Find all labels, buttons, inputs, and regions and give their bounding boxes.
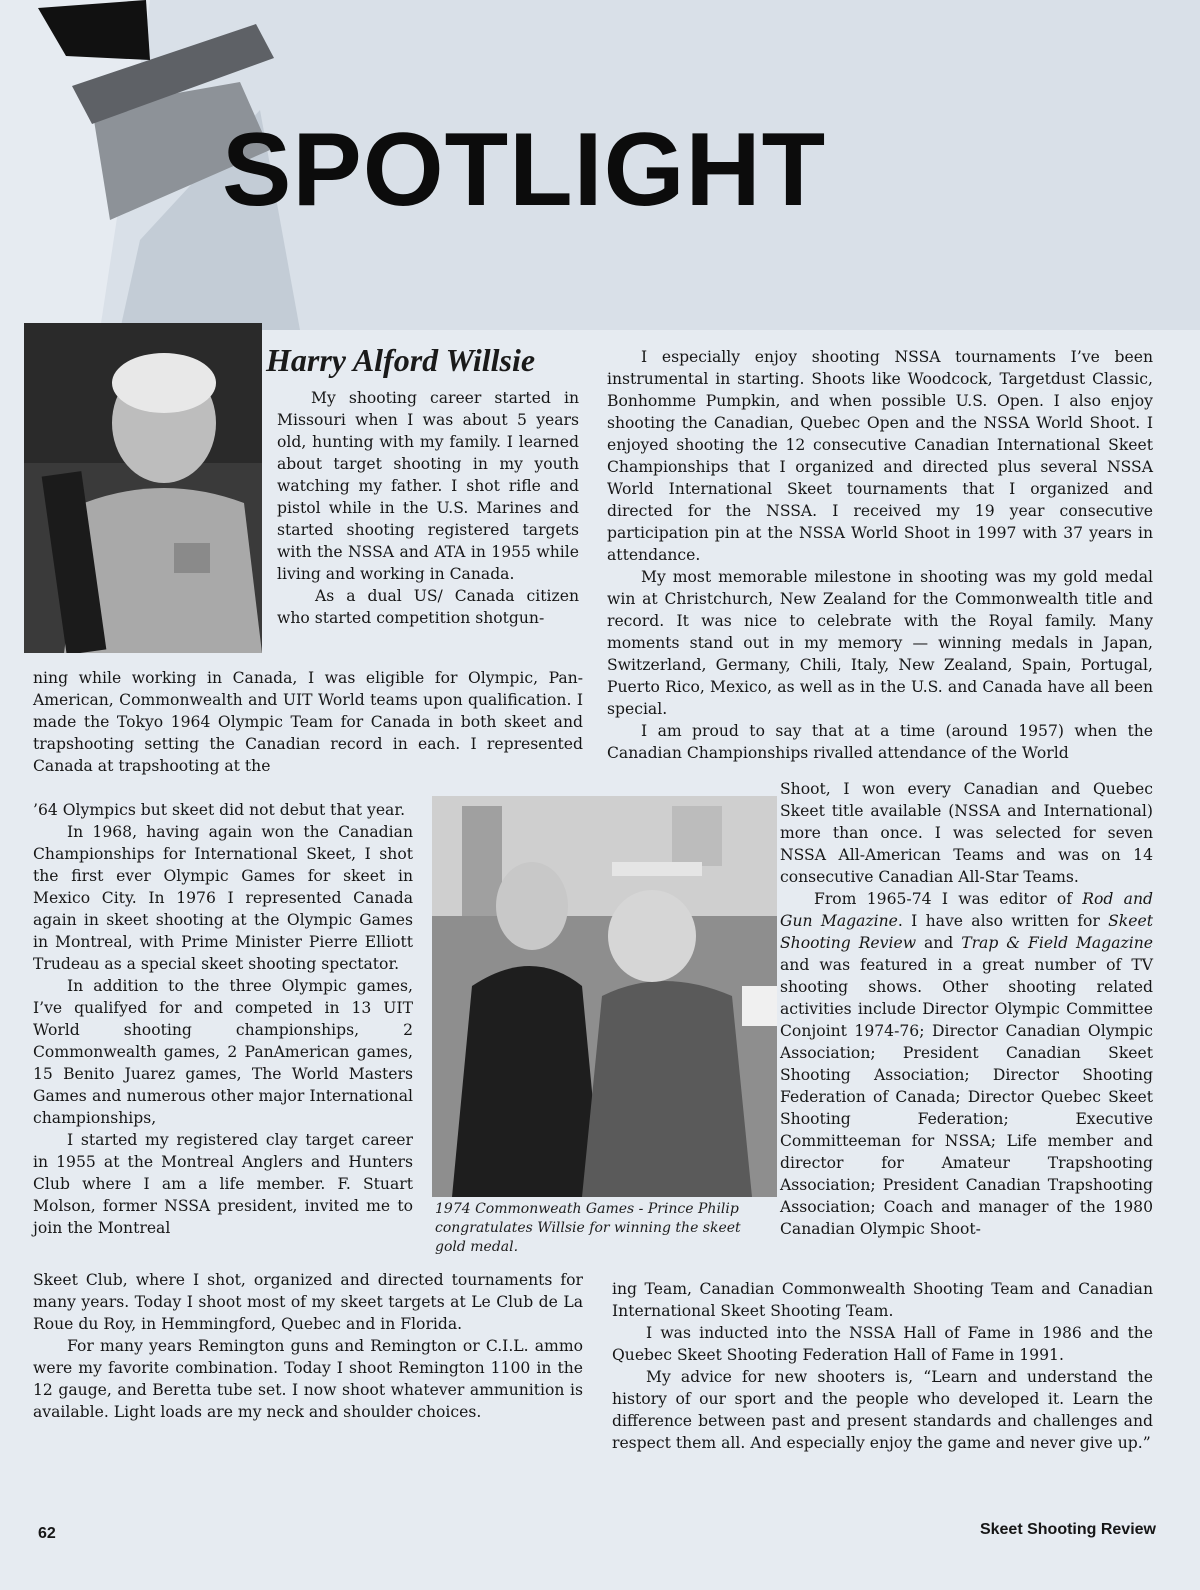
page-title: SPOTLIGHT	[222, 112, 827, 228]
paragraph-clay-end: Skeet Club, where I shot, organized and directed tournaments for many years. Today I shoot most of my skeet targets at Le Club de La Roue du Roy, in Hemmingford, Quebec and in Florida.	[33, 1271, 583, 1333]
photo-caption: 1974 Commonweath Games - Prince Philip congratulates Willsie for winning the skeet gold medal.	[435, 1201, 741, 1255]
right-narrow-block	[780, 778, 1153, 1240]
editor-text-b: . I have also written for	[897, 912, 1109, 930]
editor-text-a: From 1965-74 I was editor of	[814, 890, 1083, 908]
dual-citizen-paragraph: ning while working in Canada, I was eligible for Olympic, Pan-American, Commonwealth and UIT World teams upon qualification. I made the Tokyo 1964 Olympic Team for Canada in both skeet and trapshooting setting the Canadian record in each. I represented Canada at trapshooting at the	[33, 669, 583, 775]
left-wide-block	[33, 1269, 583, 1423]
portrait-photo	[24, 323, 262, 653]
paragraph-enjoy: I especially enjoy shooting NSSA tournaments I’ve been instrumental in starting. Shoots like Woodcock, Targetdust Classic, Bonhomme Pumpkin, and when possible U.S. Open. I also enjoy shooting the Canadian, Quebec Open and the NSSA World Shoot. I enjoyed shooting the 12 consecutive Canadian International Skeet Championships that I organized and directed plus several NSSA World International Skeet tournaments that I organized and directed for the NSSA. I received my 19 year consecutive participation pin at the NSSA World Shoot in 1997 with 37 years in attendance.	[607, 348, 1153, 564]
editor-text-c: and	[916, 934, 962, 952]
magazine-name: Skeet Shooting Review	[979, 1521, 1156, 1538]
paragraph-editor-end: ing Team, Canadian Commonwealth Shooting Team and Canadian International Skeet Shooting Team.	[612, 1280, 1153, 1320]
intro-paragraph: My shooting career started in Missouri when I was about 5 years old, hunting with my family. I learned about target shooting in my youth watching my father. I shot rifle and pistol while in the U.S. Marines and started shooting registered targets with the NSSA and ATA in 1955 while living and working in Canada.	[277, 389, 579, 583]
event-photo	[432, 796, 777, 1197]
intro-block	[277, 387, 579, 629]
black-wedge	[38, 0, 150, 60]
paragraph-clay-start: I started my registered clay target career in 1955 at the Montreal Anglers and Hunters Club where I am a life member. F. Stuart Molson, former NSSA president, invited me to join the Montreal	[33, 1131, 413, 1237]
article-heading: Harry Alford Willsie	[266, 342, 536, 378]
left-narrow-block	[33, 799, 413, 1239]
dual-citizen-block	[33, 667, 583, 777]
editor-magazine-2: Skeet Shooting Review	[780, 912, 1153, 952]
paragraph-memorable: My most memorable milestone in shooting was my gold medal win at Christchurch, New Zealand for the Commonwealth title and record. It was nice to celebrate with the Royal family. Many moments stand out in my memory — winning medals in Japan, Switzerland, Germany, Chili, Italy, New Zealand, Spain, Portugal, Puerto Rico, Mexico, as well as in the U.S. and Canada have all been special.	[607, 568, 1153, 718]
editor-magazine-1: Rod and Gun Magazine	[780, 890, 1154, 930]
olympics-64-line: ’64 Olympics but skeet did not debut that year.	[33, 801, 406, 819]
editor-magazine-3: Trap & Field Magazine	[961, 934, 1153, 952]
right-top-block	[607, 346, 1153, 764]
page-number: 62	[38, 1525, 56, 1542]
paragraph-remington: For many years Remington guns and Remington or C.I.L. ammo were my favorite combination. Today I shoot Remington 1100 in the 12 gauge, and Beretta tube set. I now shoot whatever ammunition is available. Light loads are my neck and shoulder choices.	[33, 1337, 583, 1421]
paragraph-hall-of-fame: I was inducted into the NSSA Hall of Fame in 1986 and the Quebec Skeet Shooting Federation Hall of Fame in 1991.	[612, 1324, 1153, 1364]
editor-text-d: and was featured in a great number of TV shooting shows. Other shooting related activities include Director Olympic Committee Conjoint 1974-76; Director Canadian Olympic Association; President Canadian Skeet Shooting Association; Director Shooting Federation of Canada; Director Quebec Skeet Shooting Federation; Executive Committeeman for NSSA; Life member and director for Amateur Trapshooting Association; President Canadian Trapshooting Association; Coach and manager of the 1980 Canadian Olympic Shoot-	[780, 956, 1153, 1238]
paragraph-addition: In addition to the three Olympic games, I’ve qualifyed for and competed in 13 UIT World shooting championships, 2 Commonwealth games, 2 PanAmerican games, 15 Benito Juarez games, The World Masters Games and numerous other major International championships,	[33, 977, 413, 1127]
portrait-image	[24, 323, 262, 653]
paragraph-proud-start: I am proud to say that at a time (around 1957) when the Canadian Championships rivalled attendance of the World	[607, 722, 1153, 762]
dual-citizen-start: As a dual US/ Canada citizen who started competition shotgun-	[277, 587, 579, 627]
paragraph-proud-rest: Shoot, I won every Canadian and Quebec Skeet title available (NSSA and International) more than once. I was selected for seven NSSA All-American Teams and was on 14 consecutive Canadian All-Star Teams.	[780, 780, 1153, 886]
paragraph-editor	[780, 888, 1153, 1240]
paragraph-advice: My advice for new shooters is, “Learn and understand the history of our sport and the people who developed it. Learn the difference between past and present standards and challenges and respect them all. And especially enjoy the game and never give up.”	[612, 1368, 1153, 1452]
right-bottom-block	[612, 1278, 1153, 1454]
event-image	[432, 796, 777, 1197]
paragraph-1968: In 1968, having again won the Canadian Championships for International Skeet, I shot the first ever Olympic Games for skeet in Mexico City. In 1976 I represented Canada again in skeet shooting at the Olympic Games in Montreal, with Prime Minister Pierre Elliott Trudeau as a special skeet shooting spectator.	[33, 823, 413, 973]
